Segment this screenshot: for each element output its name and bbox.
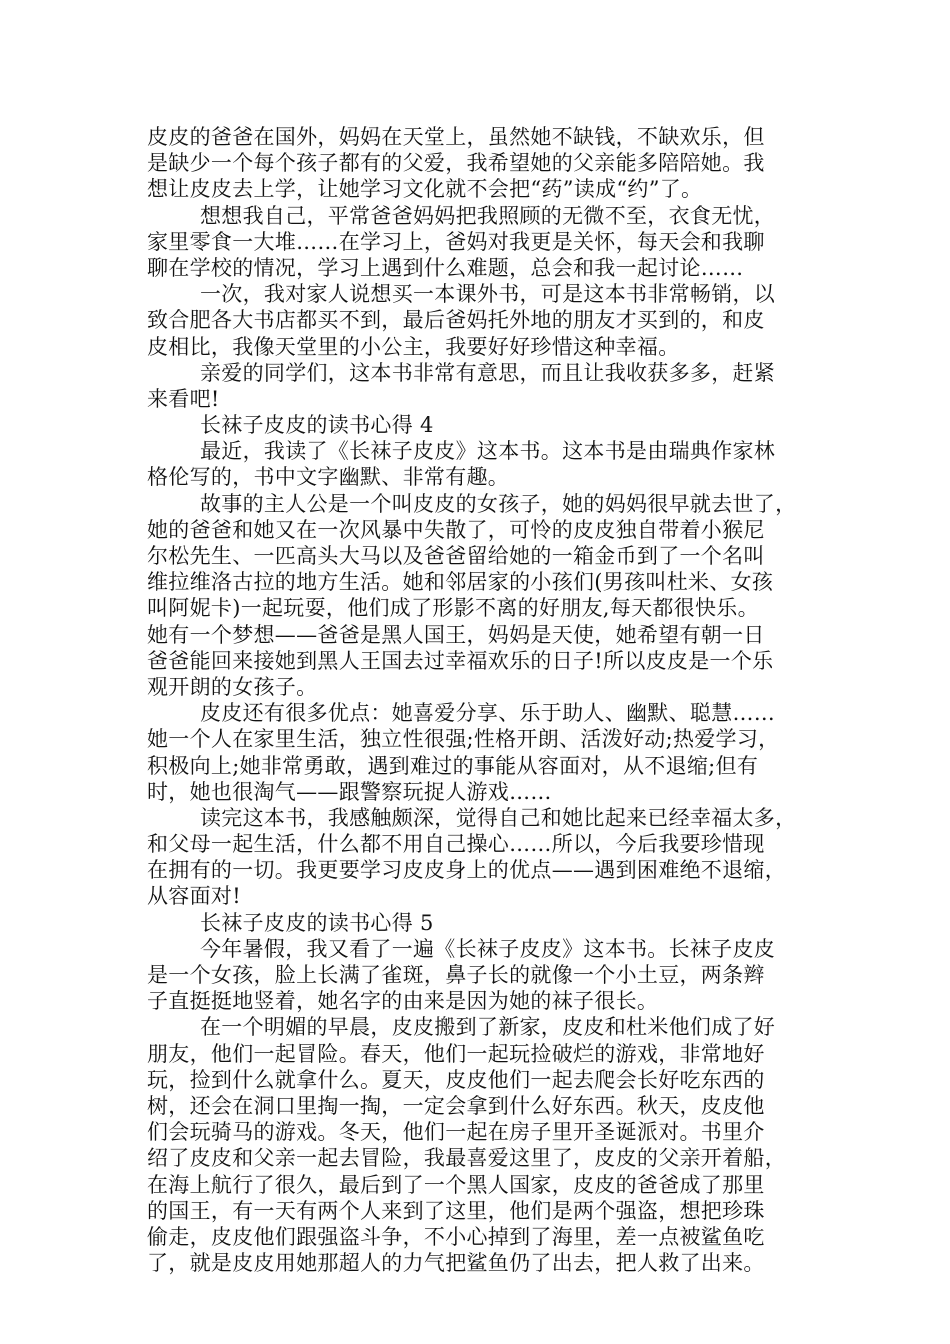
text-line: 维拉维洛古拉的地方生活。她和邻居家的小孩们(男孩叫杜米、女孩	[147, 570, 774, 595]
text-line: 在一个明媚的早晨，皮皮搬到了新家，皮皮和杜米他们成了好	[200, 1015, 776, 1040]
text-line: 朋友，他们一起冒险。春天，他们一起玩捡破烂的游戏，非常地好	[147, 1041, 765, 1066]
text-line: 一次，我对家人说想买一本课外书，可是这本书非常畅销，以	[200, 282, 776, 307]
text-line: 尔松先生、一匹高头大马以及爸爸留给她的一箱金币到了一个名叫	[147, 544, 765, 568]
text-line: 格伦写的，书中文字幽默、非常有趣。	[147, 465, 510, 490]
text-line: 想让皮皮去上学，让她学习文化就不会把“药”读成“约”了。	[147, 177, 703, 202]
text-line: 从容面对!	[147, 884, 241, 909]
text-line: 是缺少一个每个孩子都有的父爱，我希望她的父亲能多陪陪她。我	[147, 151, 765, 176]
text-line: 来看吧!	[147, 386, 220, 411]
text-line: 叫阿妮卡)一起玩耍，他们成了形影不离的好朋友,每天都很快乐。	[147, 596, 759, 621]
text-line: 想想我自己，平常爸爸妈妈把我照顾的无微不至，衣食无忧，	[200, 203, 776, 228]
text-line: 时，她也很淘气——跟警察玩捉人游戏……	[147, 779, 552, 804]
text-line: 家里零食一大堆……在学习上，爸妈对我更是关怀，每天会和我聊	[147, 229, 765, 254]
text-line: 她一个人在家里生活，独立性很强;性格开朗、活泼好动;热爱学习，	[147, 727, 780, 752]
text-line: 她有一个梦想——爸爸是黑人国王，妈妈是天使，她希望有朝一日	[147, 622, 765, 647]
text-line: 的国王，有一天有两个人来到了这里，他们是两个强盗，想把珍珠	[147, 1198, 765, 1223]
text-line: 积极向上;她非常勇敢，遇到难过的事能从容面对，从不退缩;但有	[147, 753, 759, 778]
text-line: 亲爱的同学们，这本书非常有意思，而且让我收获多多，赶紧	[200, 360, 776, 385]
document-body	[147, 124, 819, 1276]
text-line: 绍了皮皮和父亲一起去冒险，我最喜爱这里了，皮皮的父亲开着船，	[147, 1146, 786, 1171]
text-line: 皮皮还有很多优点：她喜爱分享、乐于助人、幽默、聪慧……	[200, 701, 776, 726]
text-line: 她的爸爸和她又在一次风暴中失散了，可怜的皮皮独自带着小猴尼	[147, 517, 765, 542]
text-line: 们会玩骑马的游戏。冬天，他们一起在房子里开圣诞派对。书里介	[147, 1120, 765, 1145]
text-line: 最近，我读了《长袜子皮皮》这本书。这本书是由瑞典作家林	[200, 439, 776, 464]
text-line: 在拥有的一切。我更要学习皮皮身上的优点——遇到困难绝不退缩，	[147, 858, 786, 883]
text-line: 皮相比，我像天堂里的小公主，我要好好珍惜这种幸福。	[147, 334, 680, 359]
text-line: 聊在学校的情况，学习上遇到什么难题，总会和我一起讨论……	[147, 255, 744, 280]
text-line: 长袜子皮皮的读书心得 5	[200, 910, 434, 935]
text-line: 子直挺挺地竖着，她名字的由来是因为她的袜子很长。	[147, 989, 659, 1014]
text-line: 在海上航行了很久，最后到了一个黑人国家，皮皮的爸爸成了那里	[147, 1172, 765, 1197]
text-line: 树，还会在洞口里掏一掏，一定会拿到什么好东西。秋天，皮皮他	[147, 1093, 765, 1118]
text-line: 了，就是皮皮用她那超人的力气把鲨鱼仍了出去，把人救了出来。	[147, 1251, 765, 1276]
text-line: 是一个女孩，脸上长满了雀斑，鼻子长的就像一个小土豆，两条辫	[147, 963, 765, 987]
text-line: 和父母一起生活，什么都不用自己操心……所以，今后我要珍惜现	[147, 832, 765, 857]
text-line: 长袜子皮皮的读书心得 4	[200, 413, 434, 438]
text-line: 玩，捡到什么就拿什么。夏天，皮皮他们一起去爬会长好吃东西的	[147, 1067, 765, 1092]
text-line: 爸爸能回来接她到黑人王国去过幸福欢乐的日子!所以皮皮是一个乐	[147, 648, 774, 673]
text-line: 今年暑假，我又看了一遍《长袜子皮皮》这本书。长袜子皮皮	[200, 936, 776, 961]
text-line: 致合肥各大书店都买不到，最后爸妈托外地的朋友才买到的，和皮	[147, 308, 765, 333]
text-line: 读完这本书，我感触颇深，觉得自己和她比起来已经幸福太多，	[200, 805, 797, 830]
text-line: 观开朗的女孩子。	[147, 674, 318, 699]
text-line: 皮皮的爸爸在国外，妈妈在天堂上，虽然她不缺钱，不缺欢乐，但	[147, 125, 765, 149]
text-line: 偷走，皮皮他们跟强盗斗争，不小心掉到了海里，差一点被鲨鱼吃	[147, 1224, 765, 1249]
text-line: 故事的主人公是一个叫皮皮的女孩子，她的妈妈很早就去世了，	[200, 491, 797, 516]
